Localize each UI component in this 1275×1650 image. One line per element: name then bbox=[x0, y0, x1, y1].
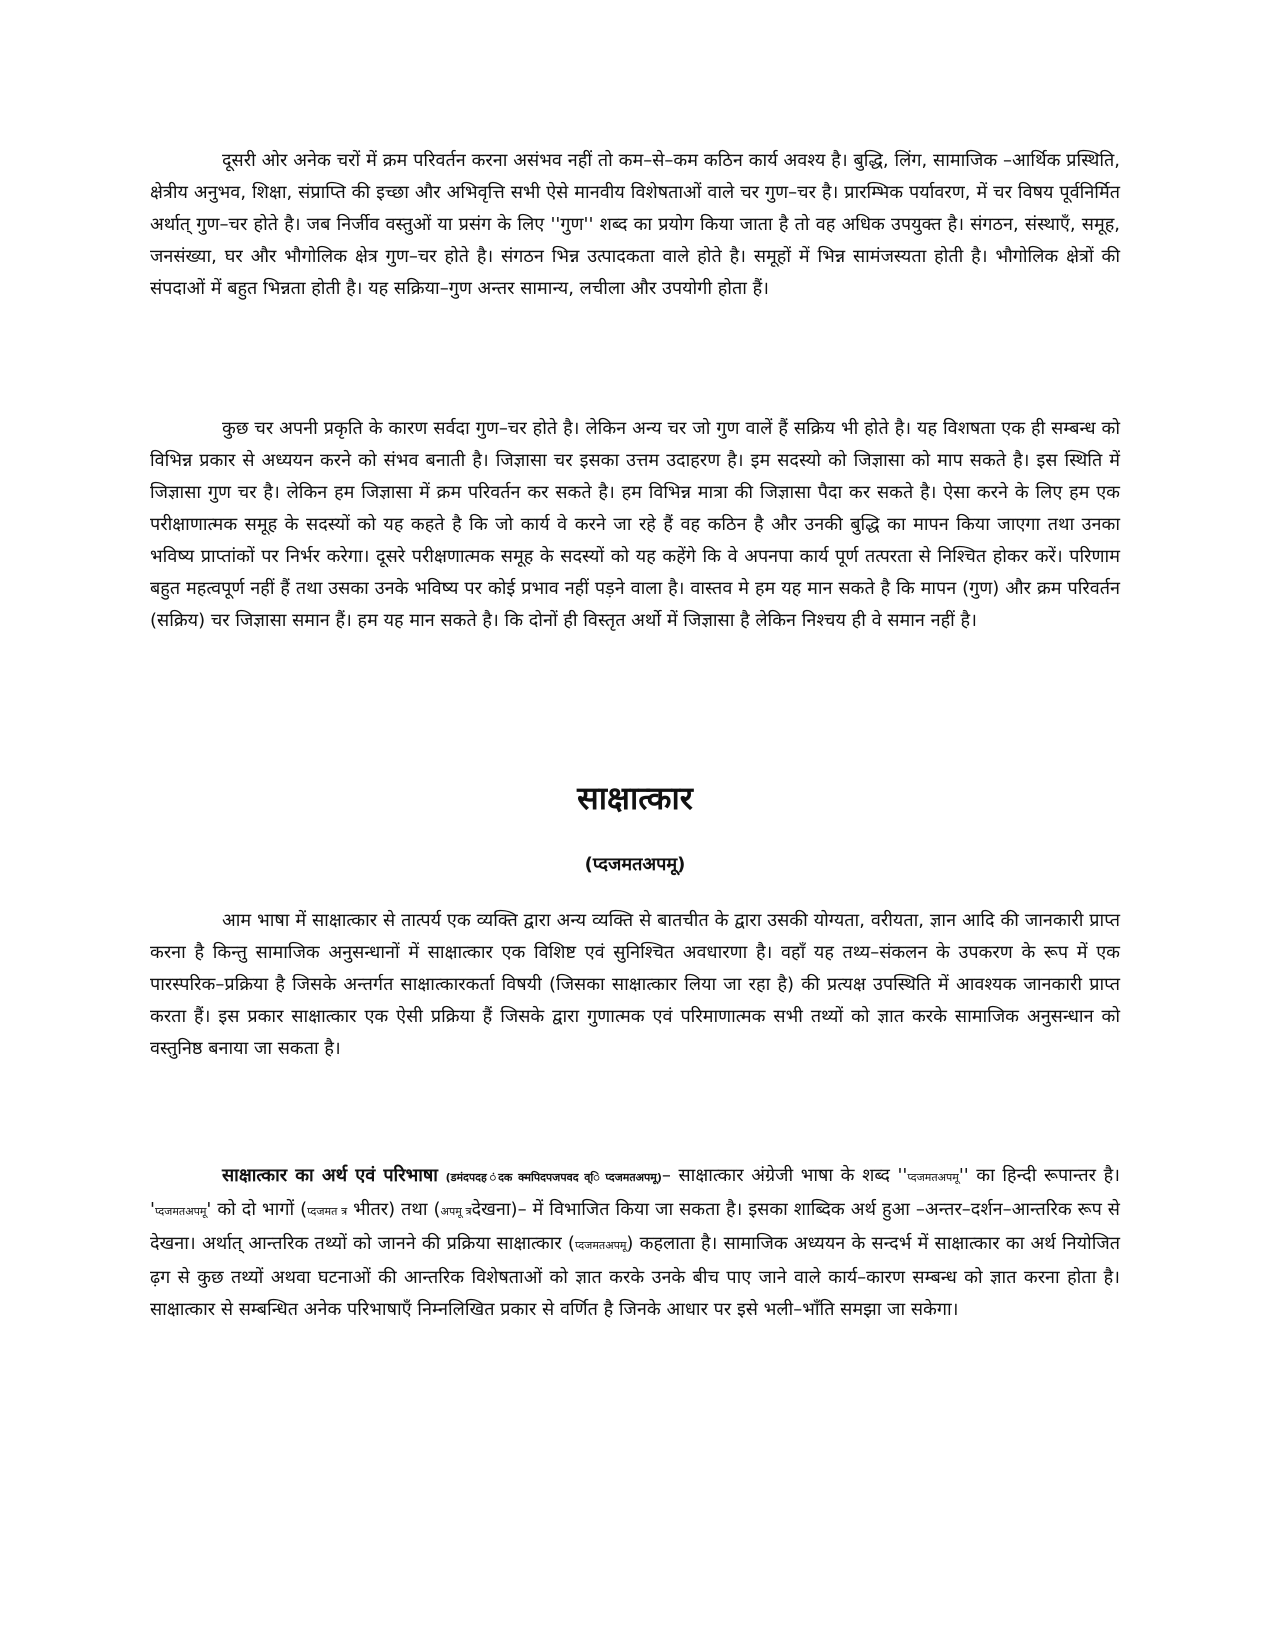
paragraph-4 bbox=[150, 1160, 1120, 1326]
garbled-note-5: प्दजमतअपमू bbox=[574, 1239, 627, 1252]
garbled-note-4: अपमू त्र bbox=[440, 1205, 472, 1218]
paragraph-4-text bbox=[150, 1160, 1120, 1326]
paragraph-4-part-6: ) कहलाता है। सामाजिक अध्ययन के सन्दर्भ में साक्षात्कार का अर्थ नियोजित ढ़ग से कुछ तथ्यों अथवा घटनाओं की आन्तरिक विशेषताओं को ज्ञात करके उनके बीच पाए जाने वाले कार्य–कारण सम्बन्ध को ज्ञात करना होता है। साक्षात्कार से सम्बन्धित अनेक परिभाषाएँ निम्नलिखित प्रकार से वर्णित है जिनके आधार पर इसे भली–भाँति समझा जा सकेगा। bbox=[150, 1233, 1120, 1320]
section-subheading: (प्दजमतअपमू) bbox=[584, 854, 686, 875]
paragraph-3 bbox=[150, 905, 1120, 1065]
garbled-note-1: प्दजमतअपमू bbox=[907, 1171, 959, 1184]
paragraph-2 bbox=[150, 413, 1120, 637]
paragraph-2-text: कुछ चर अपनी प्रकृति के कारण सर्वदा गुण–चर होते है। लेकिन अन्य चर जो गुण वालें हैं सक्रिय भी होते है। यह विशषता एक ही सम्बन्ध को विभिन्न प्रकार से अध्ययन करने को संभव बनाती है। जिज्ञासा चर इसका उत्तम उदाहरण है। इम सदस्यो को जिज्ञासा को माप सकते है। इस स्थिति में जिज्ञासा गुण चर है। लेकिन हम जिज्ञासा में क्रम परिवर्तन कर सकते है। हम विभिन्न मात्रा की जिज्ञासा पैदा कर सकते है। ऐसा करने के लिए हम एक परीक्षाणात्मक समूह के सदस्यों को यह कहते है कि जो कार्य वे करने जा रहे हैं वह कठिन है और उनकी बुद्धि का मापन किया जाएगा तथा उनका भविष्य प्राप्तांकों पर निर्भर करेगा। दूसरे परीक्षणात्मक समूह के सदस्यों को यह कहेंगे कि वे अपनपा कार्य पूर्ण तत्परता से निश्चित होकर करें। परिणाम बहुत महत्वपूर्ण नहीं हैं तथा उसका उनके भविष्य पर कोई प्रभाव नहीं पड़ने वाला है। वास्तव मे हम यह मान सकते है कि मापन (गुण) और क्रम परिवर्तन (सक्रिय) चर जिज्ञासा समान हैं। हम यह मान सकते है। कि दोनों ही विस्तृत अर्थो में जिज्ञासा है लेकिन निश्चय ही वे समान नहीं है। bbox=[150, 418, 1120, 631]
paragraph-1-text: दूसरी ओर अनेक चरों में क्रम परिवर्तन करना असंभव नहीं तो कम–से–कम कठिन कार्य अवश्य है। बुद्धि, लिंग, सामाजिक –आर्थिक प्रस्थिति, क्षेत्रीय अनुभव, शिक्षा, संप्राप्ति की इच्छा और अभिवृत्ति सभी ऐसे मानवीय विशेषताओं वाले चर गुण–चर है। प्रारम्भिक पर्यावरण, में चर विषय पूर्वनिर्मित अर्थात् गुण–चर होते है। जब निर्जीव वस्तुओं या प्रसंग के लिए ''गुण'' शब्द का प्रयोग किया जाता है तो वह अधिक उपयुक्त है। संगठन, संस्थाएँ, समूह, जनसंख्या, घर और भौगोलिक क्षेत्र गुण–चर होते है। संगठन भिन्न उत्पादकता वाले होते है। समूहों में भिन्न सामंजस्यता होती है। भौगोलिक क्षेत्रों की संपदाओं में बहुत भिन्नता होती है। यह सक्रिया–गुण अन्तर सामान्य, लचीला और उपयोगी होता हैं। bbox=[150, 150, 1120, 299]
paragraph-4-part-1: – साक्षात्कार अंग्रेजी भाषा के शब्द '' bbox=[661, 1165, 908, 1186]
paragraph-4-part-4: भीतर) तथा ( bbox=[347, 1199, 441, 1220]
section-heading: साक्षात्कार bbox=[577, 779, 693, 817]
garbled-note-3: प्दजमत त्र bbox=[307, 1205, 348, 1218]
paragraph-4-part-2: '' का हिन्दी रूपान्तर है। ' bbox=[150, 1165, 1120, 1220]
paragraph-4-part-3: ' को दो भागों ( bbox=[206, 1199, 308, 1220]
paragraph-1 bbox=[150, 145, 1120, 305]
paragraph-4-part-5: देखना)– में विभाजित किया जा सकता है। इसका शाब्दिक अर्थ हुआ –अन्तर–दर्शन–आन्तरिक रूप से देखना। अर्थात् आन्तरिक तथ्यों को जानने की प्रक्रिया साक्षात्कार ( bbox=[150, 1199, 1120, 1254]
garbled-note-2: प्दजमतअपमू bbox=[154, 1205, 207, 1218]
definition-lead-note: (डमंदपदह ंदक क्मपिदपजपवद व्ि प्दजमतअपमू) bbox=[445, 1171, 662, 1184]
definition-lead: साक्षात्कार का अर्थ एवं परिभाषा bbox=[222, 1165, 438, 1186]
paragraph-3-text: आम भाषा में साक्षात्कार से तात्पर्य एक व्यक्ति द्वारा अन्य व्यक्ति से बातचीत के द्वारा उसकी योग्यता, वरीयता, ज्ञान आदि की जानकारी प्राप्त करना है किन्तु सामाजिक अनुसन्धानों में साक्षात्कार एक विशिष्ट एवं सुनिश्चित अवधारणा है। वहाँ यह तथ्य–संकलन के उपकरण के रूप में एक पारस्परिक–प्रक्रिया है जिसके अन्तर्गत साक्षात्कारकर्ता विषयी (जिसका साक्षात्कार लिया जा रहा है) की प्रत्यक्ष उपस्थिति में आवश्यक जानकारी प्राप्त करता हैं। इस प्रकार साक्षात्कार एक ऐसी प्रक्रिया हैं जिसके द्वारा गुणात्मक एवं परिमाणात्मक सभी तथ्यों को ज्ञात करके सामाजिक अनुसन्धान को वस्तुनिष्ठ बनाया जा सकता है। bbox=[150, 910, 1120, 1059]
